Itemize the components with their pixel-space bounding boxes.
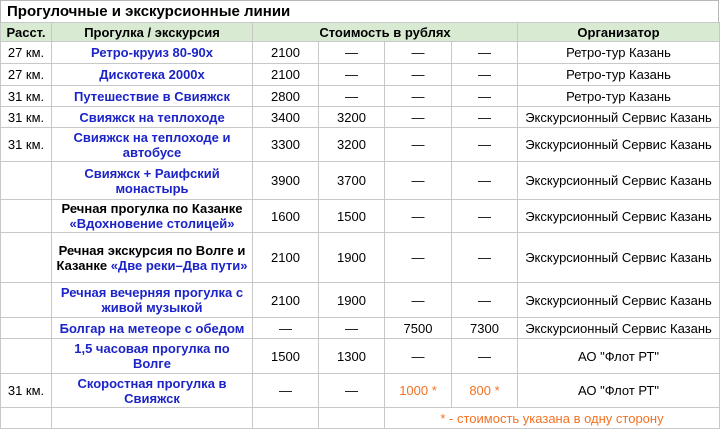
organizer-cell: Экскурсионный Сервис Казань — [518, 233, 720, 283]
price-cell: — — [385, 128, 452, 162]
price-cell: — — [452, 200, 518, 233]
price-cell: 2100 — [253, 283, 319, 318]
price-cell: — — [385, 42, 452, 64]
distance-cell — [1, 200, 52, 233]
route-link[interactable]: «Две реки–Два пути» — [110, 257, 248, 273]
organizer-cell: АО "Флот РТ" — [518, 339, 720, 374]
price-cell: — — [385, 162, 452, 200]
table-row — [1, 374, 720, 408]
distance-cell: 31 км. — [1, 374, 52, 408]
route-link[interactable]: Ретро-круиз 80-90х — [52, 42, 253, 64]
price-cell: 1500 — [319, 200, 385, 233]
header-price: Стоимость в рублях — [253, 23, 518, 42]
price-cell: — — [385, 86, 452, 107]
organizer-cell: АО "Флот РТ" — [518, 374, 720, 408]
price-cell: — — [385, 339, 452, 374]
table-row — [1, 283, 720, 318]
price-cell: — — [385, 64, 452, 86]
organizer-cell: Экскурсионный Сервис Казань — [518, 283, 720, 318]
price-cell: — — [452, 42, 518, 64]
table-row — [1, 200, 720, 233]
route-link[interactable]: Речная вечерняя прогулка с живой музыкой — [52, 283, 253, 318]
price-cell: — — [385, 200, 452, 233]
price-cell: 2100 — [253, 42, 319, 64]
table-row — [1, 42, 720, 64]
price-cell: 1900 — [319, 233, 385, 283]
price-cell: 7500 — [385, 318, 452, 339]
distance-cell — [1, 318, 52, 339]
excursion-table — [0, 22, 720, 429]
price-cell: — — [319, 318, 385, 339]
distance-cell: 31 км. — [1, 107, 52, 128]
price-cell: 2100 — [253, 64, 319, 86]
price-cell: — — [319, 86, 385, 107]
distance-cell — [1, 283, 52, 318]
distance-cell: 31 км. — [1, 128, 52, 162]
distance-cell — [1, 233, 52, 283]
price-cell: — — [319, 374, 385, 408]
route-link[interactable]: Скоростная прогулка в Свияжск — [52, 374, 253, 408]
route-link[interactable]: Болгар на метеоре с обедом — [52, 318, 253, 339]
organizer-cell: Экскурсионный Сервис Казань — [518, 128, 720, 162]
organizer-cell: Экскурсионный Сервис Казань — [518, 107, 720, 128]
table-row — [1, 64, 720, 86]
table-row — [1, 107, 720, 128]
distance-cell — [1, 162, 52, 200]
distance-cell: 31 км. — [1, 86, 52, 107]
price-cell: 3300 — [253, 128, 319, 162]
price-cell: — — [253, 318, 319, 339]
route-link[interactable]: 1,5 часовая прогулка по Волге — [52, 339, 253, 374]
price-cell: 1900 — [319, 283, 385, 318]
organizer-cell: Экскурсионный Сервис Казань — [518, 200, 720, 233]
footnote-row — [1, 408, 720, 429]
price-cell: 3200 — [319, 107, 385, 128]
table-row — [1, 162, 720, 200]
price-cell: — — [319, 42, 385, 64]
price-cell: 3900 — [253, 162, 319, 200]
header-route: Прогулка / экскурсия — [52, 23, 253, 42]
distance-cell — [1, 339, 52, 374]
route-link[interactable]: Путешествие в Свияжск — [52, 86, 253, 107]
table-row — [1, 86, 720, 107]
price-cell: — — [319, 64, 385, 86]
price-cell: — — [452, 107, 518, 128]
price-cell: 800 * — [452, 374, 518, 408]
organizer-cell: Экскурсионный Сервис Казань — [518, 162, 720, 200]
page-title: Прогулочные и экскурсионные линии — [0, 0, 719, 22]
price-cell: 2100 — [253, 233, 319, 283]
price-cell: — — [452, 128, 518, 162]
route-link[interactable]: Свияжск на теплоходе и автобусе — [52, 128, 253, 162]
distance-cell: 27 км. — [1, 64, 52, 86]
header-organizer: Организатор — [518, 23, 720, 42]
price-cell: 7300 — [452, 318, 518, 339]
price-cell: 1500 — [253, 339, 319, 374]
price-cell: 3200 — [319, 128, 385, 162]
table-row — [1, 339, 720, 374]
table-header-row — [1, 23, 720, 42]
organizer-cell: Ретро-тур Казань — [518, 64, 720, 86]
route-cell — [52, 233, 253, 283]
organizer-cell: Ретро-тур Казань — [518, 42, 720, 64]
route-text: Речная прогулка по Казанке — [61, 201, 243, 216]
organizer-cell: Ретро-тур Казань — [518, 86, 720, 107]
header-distance: Расст. — [1, 23, 52, 42]
price-cell: — — [385, 283, 452, 318]
distance-cell: 27 км. — [1, 42, 52, 64]
footnote: * - стоимость указана в одну сторону — [385, 408, 720, 429]
table-row — [1, 128, 720, 162]
price-cell: 1600 — [253, 200, 319, 233]
price-cell: — — [452, 64, 518, 86]
price-cell: — — [452, 233, 518, 283]
route-link[interactable]: Свияжск + Раифский монастырь — [52, 162, 253, 200]
route-text: Речная экскурсия по Волге и Казанке — [56, 242, 246, 273]
price-cell: 3700 — [319, 162, 385, 200]
table-row — [1, 233, 720, 283]
route-cell — [52, 200, 253, 233]
price-cell: 1000 * — [385, 374, 452, 408]
organizer-cell: Экскурсионный Сервис Казань — [518, 318, 720, 339]
route-link[interactable]: Свияжск на теплоходе — [52, 107, 253, 128]
route-link[interactable]: «Вдохновение столицей» — [69, 216, 235, 231]
price-cell: — — [452, 86, 518, 107]
route-link[interactable]: Дискотека 2000х — [52, 64, 253, 86]
price-cell: 3400 — [253, 107, 319, 128]
price-cell: — — [452, 339, 518, 374]
price-cell: — — [385, 233, 452, 283]
price-cell: — — [452, 162, 518, 200]
price-cell: 2800 — [253, 86, 319, 107]
table-row — [1, 318, 720, 339]
price-cell: — — [253, 374, 319, 408]
price-cell: — — [452, 283, 518, 318]
price-cell: 1300 — [319, 339, 385, 374]
price-cell: — — [385, 107, 452, 128]
